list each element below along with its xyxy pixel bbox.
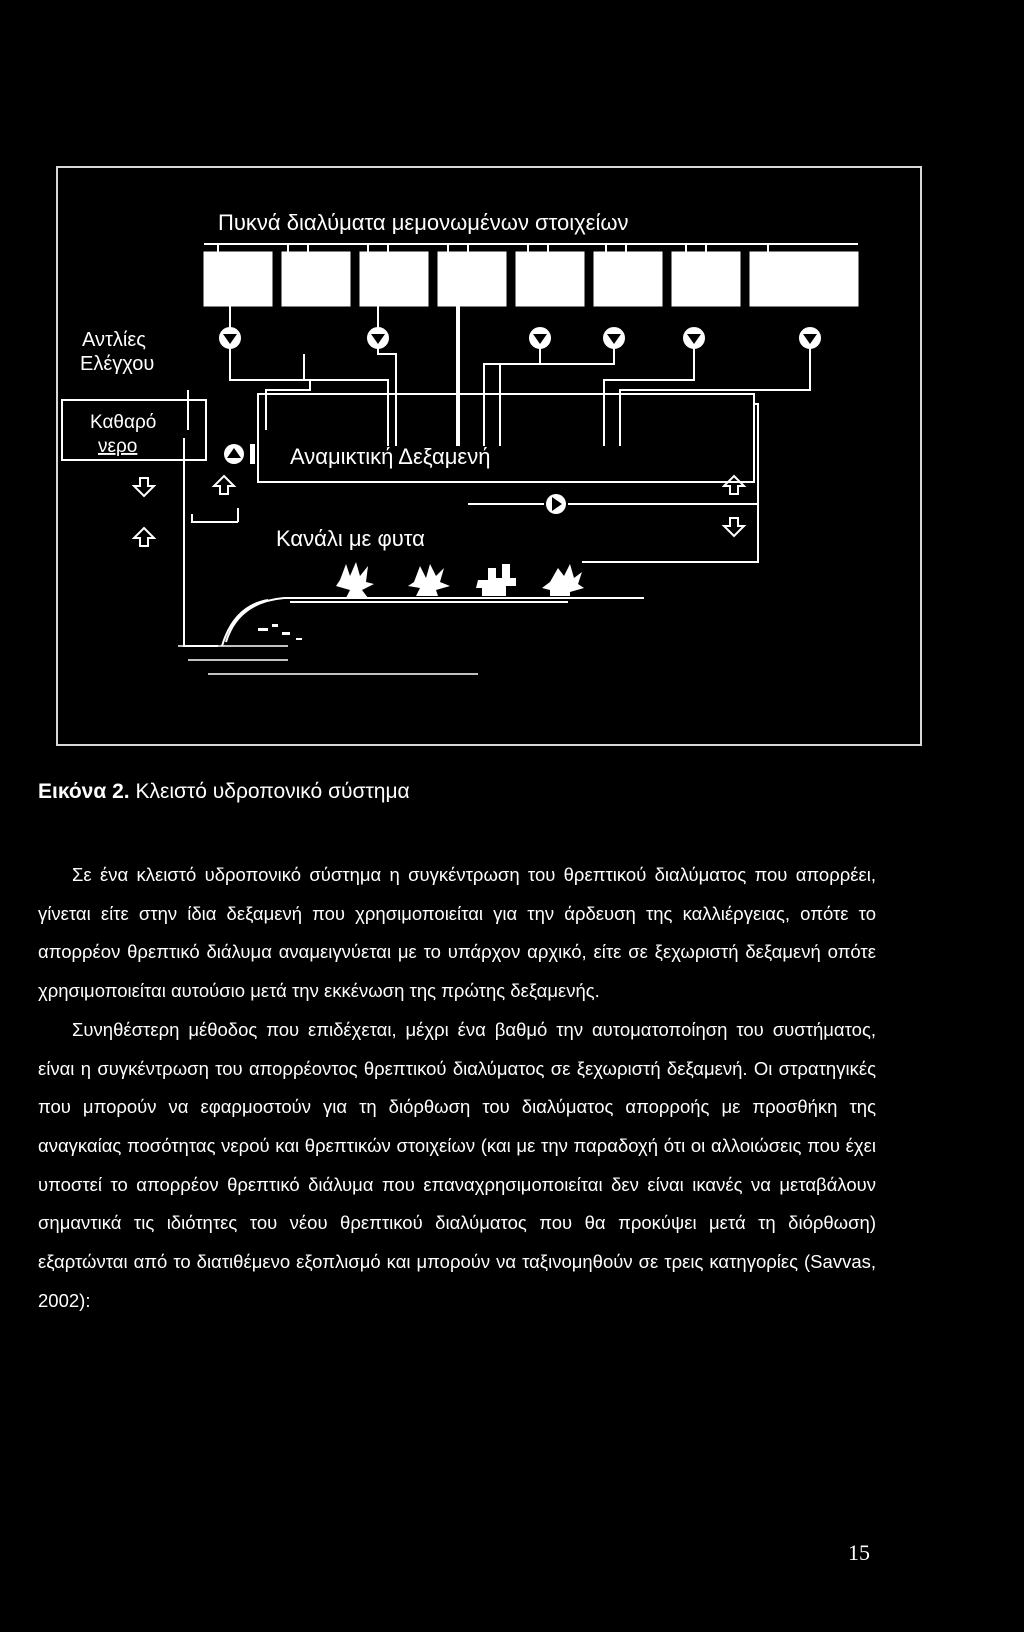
tank-icon [438, 252, 506, 306]
concentrates-label: Πυκνά διαλύματα μεμονωμένων στοιχείων [218, 210, 629, 235]
mixing-tank-label: Αναμικτική Δεξαμενή [290, 444, 491, 469]
pump-icon [604, 328, 624, 348]
body-text [38, 856, 876, 1320]
arrow-down-icon [724, 518, 744, 536]
clean-water-label-line2: νερο [98, 436, 138, 457]
pump-icon [530, 328, 550, 348]
tank-icon [672, 252, 740, 306]
plant-icon [408, 564, 450, 596]
control-pumps-label-line2: Ελέγχου [80, 353, 155, 375]
tank-icon [750, 252, 858, 306]
arrow-down-icon [134, 478, 154, 496]
dosing-pipes [188, 306, 810, 446]
plant-icon [336, 562, 374, 598]
paragraph: Συνηθέστερη μέθοδος που επιδέχεται, μέχρι ένα βαθμό την αυτοματοποίηση του συστήματος, είναι η συγκέντρωση του απορρέοντος θρεπτικού διαλύματος σε ξεχωριστή δεξαμενή. Οι στρατηγικές που μπορούν να εφαρμοστούν για τη διόρθωση του διαλύματος απορροής με προσθήκη της αναγκαίας ποσότητας νερού και θρεπτικών στοιχείων (και με την παραδοχή ότι οι αλλοιώσεις που έχει υποστεί το απορρέον θρεπτικό διάλυμα που επαναχρησιμοποιείται δεν είναι ικανές να μεταβάλουν σημαντικά τις ιδιότητες του νέου θρεπτικού διαλύματος που θα προκύψει μετά τη διόρθωση) εξαρτώνται από το διατιθέμενο εξοπλισμό και μπορούν να ταξινομηθούν σε τρεις κατηγορίες (Savvas, 2002): [38, 1018, 876, 1311]
plant-icon [476, 564, 516, 596]
tank-icon [282, 252, 350, 306]
arrow-up-icon [724, 476, 744, 494]
tank-icon [204, 252, 272, 306]
pump-icon [546, 494, 566, 514]
pump-icon [684, 328, 704, 348]
tank-icon [516, 252, 584, 306]
concentrate-tanks [204, 252, 858, 306]
tank-icon [360, 252, 428, 306]
arrow-up-icon [214, 476, 234, 494]
plant-channel [178, 598, 644, 674]
tank-icon [594, 252, 662, 306]
caption-label: Εικόνα 2. [38, 780, 130, 803]
plant-icon [542, 564, 584, 596]
pump-icon [220, 328, 240, 348]
pump-icon [368, 328, 388, 348]
arrow-up-icon [134, 528, 154, 546]
page-number: 15 [848, 1540, 870, 1565]
return-pipes [184, 404, 758, 646]
hydroponic-system-diagram [58, 168, 920, 744]
paragraph: Σε ένα κλειστό υδροπονικό σύστημα η συγκέντρωση του θρεπτικού διαλύματος που απορρέει, γίνεται είτε στην ίδια δεξαμενή που χρησιμοποιείται για την άρδευση της καλλιέργειας, οπότε το απορρέον θρεπτικό διάλυμα αναμειγνύεται με το υπάρχον αρχικό, είτε σε ξεχωριστή δεξαμενή οπότε χρησιμοποιείται αυτούσιο μετά την εκκένωση της πρώτης δεξαμενής. [38, 864, 876, 1002]
control-pumps-label-line1: Αντλίες [82, 329, 146, 351]
figure-caption [38, 780, 978, 804]
clean-water-label-line1: Καθαρό [90, 412, 157, 433]
plant-channel-label: Κανάλι με φυτα [276, 526, 425, 551]
figure-frame [56, 166, 922, 746]
caption-text: Κλειστό υδροπονικό σύστημα [135, 780, 410, 803]
dosing-pumps [220, 328, 820, 348]
pump-icon [800, 328, 820, 348]
pump-icon [224, 444, 244, 464]
